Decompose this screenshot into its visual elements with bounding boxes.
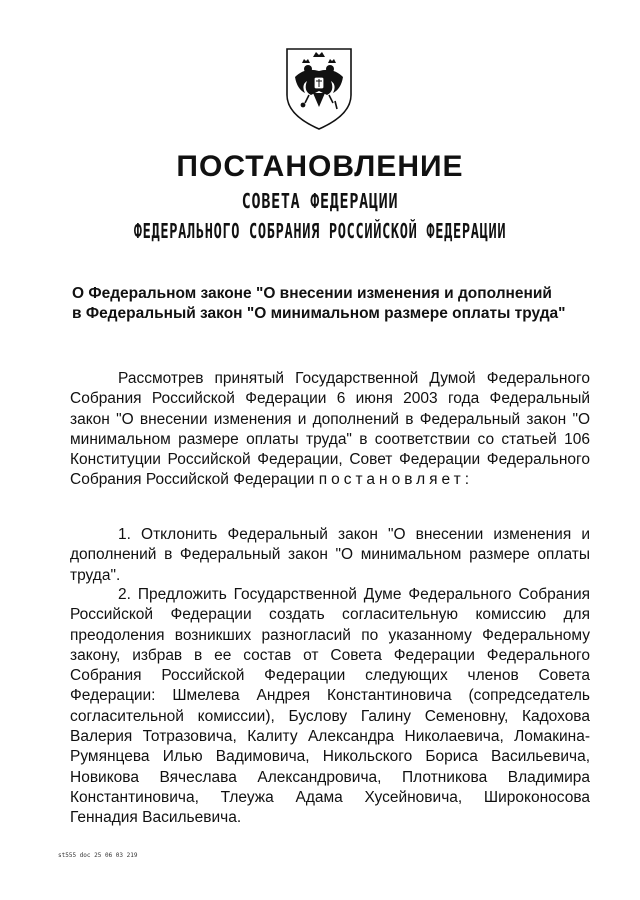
intro-text: Рассмотрев принятый Государственной Думой Федерального Собрания Российской Федерации 6 июня 2003 года Федеральный закон "О внесении изменения и дополнений в Федеральный закон "О минимальном размере оплаты труда" в соответствии со статьей 106 Конституции Российской Федерации, Совет Федерации Федерального Собрания Российской Федерации [70,370,590,489]
subject-line2: в Федеральный закон "О минимальном размере оплаты труда" [72,305,566,322]
document-subject [72,284,572,324]
document-subtitle-line2: ФЕДЕРАЛЬНОГО СОБРАНИЯ РОССИЙСКОЙ ФЕДЕРАЦИИ [133,219,507,243]
resolution-item-2: 2. Предложить Государственной Думе Федерального Собрания Российской Федерации создать согласительную комиссию для преодоления возникших разногласий по указанному Федеральному закону, избрав в ее состав от Совета Федерации Федерального Собрания Российской Федерации следующих членов Совета Федерации: Шмелева Андрея Константиновича (сопредседатель согласительной комиссии), Буслову Галину Семеновну, Кадохова Валерия Тотразовича, Калиту Александра Николаевича, Ломакина-Румянцева Илью Вадимовича, Никольского Бориса Васильевича, Новикова Вячеслава Александровича, Плотникова Владимира Константиновича, Тлеужа Адама Хусейновича, Широконосова Геннадия Васильевича. [70,586,590,827]
resolves-word: постановляет: [318,471,474,489]
document-title: ПОСТАНОВЛЕНИЕ [176,150,464,183]
footer-code: st555 doc 25 06 03 219 [58,852,138,859]
resolution-item-1: 1. Отклонить Федеральный закон "О внесении изменения и дополнений в Федеральный закон "О минимальном размере оплаты труда". [70,526,590,584]
coat-of-arms-icon [283,43,355,131]
intro-paragraph [70,369,590,491]
document-subtitle-line1: СОВЕТА ФЕДЕРАЦИИ [241,189,399,213]
subject-line1: О Федеральном законе "О внесении изменения и дополнений [72,285,552,302]
